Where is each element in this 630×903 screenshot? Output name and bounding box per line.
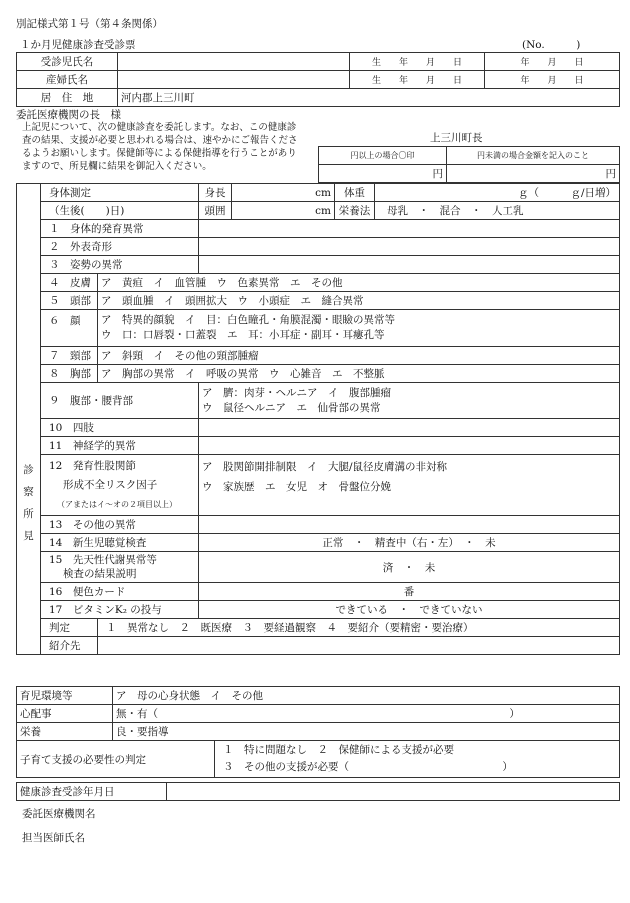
address-field[interactable]: 河内郡上三川町 [118,89,620,107]
height-field[interactable]: cm [232,184,335,202]
mother-birth-label[interactable]: 生 年 月 日 [350,71,485,89]
nutrition-label: 栄養法 [335,202,375,220]
face-options[interactable] [98,310,620,347]
head-options[interactable]: ア 頭血腫 イ 頭囲拡大 ウ 小頭症 エ 縫合異常 [98,292,620,310]
support-options-2 [223,759,616,776]
examinee-name-field[interactable] [118,53,350,71]
finding-malformation-field[interactable] [199,238,620,256]
metabolic-label-2: 検査の結果説明 [63,568,137,580]
finding-other: 13 その他の異常 [41,516,199,534]
finding-neuro: 11 神経学的異常 [41,437,199,455]
examinee-birth-label[interactable]: 生 年 月 日 [350,53,485,71]
mother-date-field[interactable]: 年 月 日 [485,71,620,89]
chest-options[interactable]: ア 胸部の異常 イ 呼吸の異常 ウ 心雑音 エ 不整脈 [98,365,620,383]
fee-over-field[interactable]: 円 [319,165,447,183]
side-char-1: 診 [23,464,34,476]
finding-malformation: ２ 外表奇形 [41,238,199,256]
fee-table [318,146,620,183]
judgement-options[interactable]: １ 異常なし ２ 既医療 ３ 要経過観察 ４ 要紹介（要精密・要治療） [98,619,620,637]
face-options-1: ア 特異的顔貌 イ 目：白色瞳孔・角膜混濁・眼瞼の異常等 [101,314,395,326]
exam-date-table [16,782,620,801]
finding-metabolic [41,552,199,583]
support-options[interactable] [215,741,620,778]
env-label: 育児環境等 [17,687,113,705]
support-close-paren: ） [502,761,513,773]
weight-field[interactable]: ｇ（ ｇ/日増） [375,184,620,202]
finding-head: ５ 頭部 [41,292,98,310]
hip-options[interactable] [199,455,620,516]
form-no: (No. ) [522,39,581,51]
worry-label: 心配事 [17,705,113,723]
exam-date-label: 健康診査受診年月日 [17,783,167,801]
bottom-table [16,686,620,778]
fee-under-field[interactable]: 円 [447,165,620,183]
mother-name-field[interactable] [118,71,350,89]
vitamin-k-options[interactable]: できている ・ できていない [199,601,620,619]
support-options-2-text: ３ その他の支援が必要（ [223,761,349,773]
notice-text: 上記児について、次の健康診査を委託します。なお、この健康診査の結果、支援が必要と思われる場合は、速やかにご報告くださるようお願いします。保健師等による保健指導を行うことがありますので、所見欄に結果を御記入ください。 [22,122,298,172]
neck-options[interactable]: ア 斜頸 イ その他の頸部腫瘤 [98,347,620,365]
referral-field[interactable] [98,637,620,655]
face-options-2: ウ 口：口唇裂・口蓋裂 エ 耳：小耳症・副耳・耳瘻孔等 [101,329,385,341]
worry-close-paren: ） [509,708,520,720]
age-days[interactable]: （生後( )日) [41,202,199,220]
head-field[interactable]: cm [232,202,335,220]
finding-stool-card: 16 便色カード [41,583,199,601]
hip-label-2: 形成不全リスク因子 [63,478,158,491]
side-char-3: 所 [23,508,34,520]
judgement-label: 判定 [41,619,98,637]
finding-hip [41,455,199,516]
side-char-4: 見 [23,530,34,542]
support-label: 子育て支援の必要性の判定 [17,741,215,778]
nutrition-judge-label: 栄養 [17,723,113,741]
exam-date-field[interactable] [167,783,620,801]
finding-growth-field[interactable] [199,220,620,238]
height-label: 身長 [199,184,232,202]
address-label: 居 住 地 [17,89,118,107]
hearing-options[interactable]: 正常 ・ 精査中（右・左） ・ 未 [199,534,620,552]
finding-hearing: 14 新生児聴覚検査 [41,534,199,552]
finding-neuro-field[interactable] [199,437,620,455]
finding-limbs-field[interactable] [199,419,620,437]
finding-skin: ４ 皮膚 [41,274,98,292]
examinee-date-field[interactable]: 年 月 日 [485,53,620,71]
nutrition-options[interactable]: 母乳 ・ 混合 ・ 人工乳 [375,202,620,220]
hip-note: （アまたはイ～オの２項目以上） [57,499,177,509]
support-options-1: １ 特に問題なし ２ 保健師による支援が必要 [223,744,454,756]
skin-options[interactable]: ア 黄疸 イ 血管腫 ウ 色素異常 エ その他 [98,274,620,292]
identity-table [16,52,620,107]
addressee: 委託医療機関の長 様 [16,109,121,121]
measure-label: 身体測定 [41,184,199,202]
finding-neck: ７ 頸部 [41,347,98,365]
hip-options-2: ウ 家族歴 エ 女児 オ 骨盤位分娩 [202,481,391,493]
stool-card-field[interactable]: 番 [199,583,620,601]
hip-label-1: 12 発育性股関節 [49,459,136,472]
findings-side-label [17,184,41,655]
abdomen-options-2: ウ 鼠径ヘルニア エ 仙骨部の異常 [202,401,381,414]
institution-label: 委託医療機関名 [22,808,96,820]
finding-posture: ３ 姿勢の異常 [41,256,199,274]
finding-limbs: 10 四肢 [41,419,199,437]
finding-abdomen: ９ 腹部・腰背部 [41,383,199,419]
finding-chest: ８ 胸部 [41,365,98,383]
abdomen-options[interactable] [199,383,620,419]
doctor-label: 担当医師氏名 [22,832,85,844]
worry-options[interactable] [113,705,620,723]
hip-options-1: ア 股関節開排制限 イ 大腿/鼠径皮膚溝の非対称 [202,461,448,473]
form-number: 別記様式第１号（第４条関係） [16,18,163,30]
worry-text: 無・有（ [116,708,158,720]
fee-under-label: 円未満の場合金額を記入のこと [447,147,620,165]
examinee-name-label: 受診児氏名 [17,53,118,71]
metabolic-label-1: 15 先天性代謝異常等 [49,554,157,566]
form-title: １か月児健康診査受診票 [20,39,136,51]
fee-over-label: 円以上の場合〇印 [319,147,447,165]
side-char-2: 察 [23,486,34,498]
finding-posture-field[interactable] [199,256,620,274]
mother-name-label: 産婦氏名 [17,71,118,89]
metabolic-options[interactable]: 済 ・ 未 [199,552,620,583]
nutrition-judge-options[interactable]: 良・要指導 [113,723,620,741]
mayor-label: 上三川町長 [430,132,483,144]
finding-vitamin-k: 17 ビタミンK₂ の投与 [41,601,199,619]
abdomen-options-1: ア 臍：肉芽・ヘルニア イ 腹部腫瘤 [202,386,391,399]
env-options[interactable]: ア 母の心身状態 イ その他 [113,687,620,705]
finding-growth: １ 身体的発育異常 [41,220,199,238]
head-label: 頭囲 [199,202,232,220]
finding-other-field[interactable] [199,516,620,534]
referral-label: 紹介先 [41,637,98,655]
finding-face: ６ 顔 [41,310,98,347]
weight-label: 体重 [335,184,375,202]
findings-table [16,183,620,655]
